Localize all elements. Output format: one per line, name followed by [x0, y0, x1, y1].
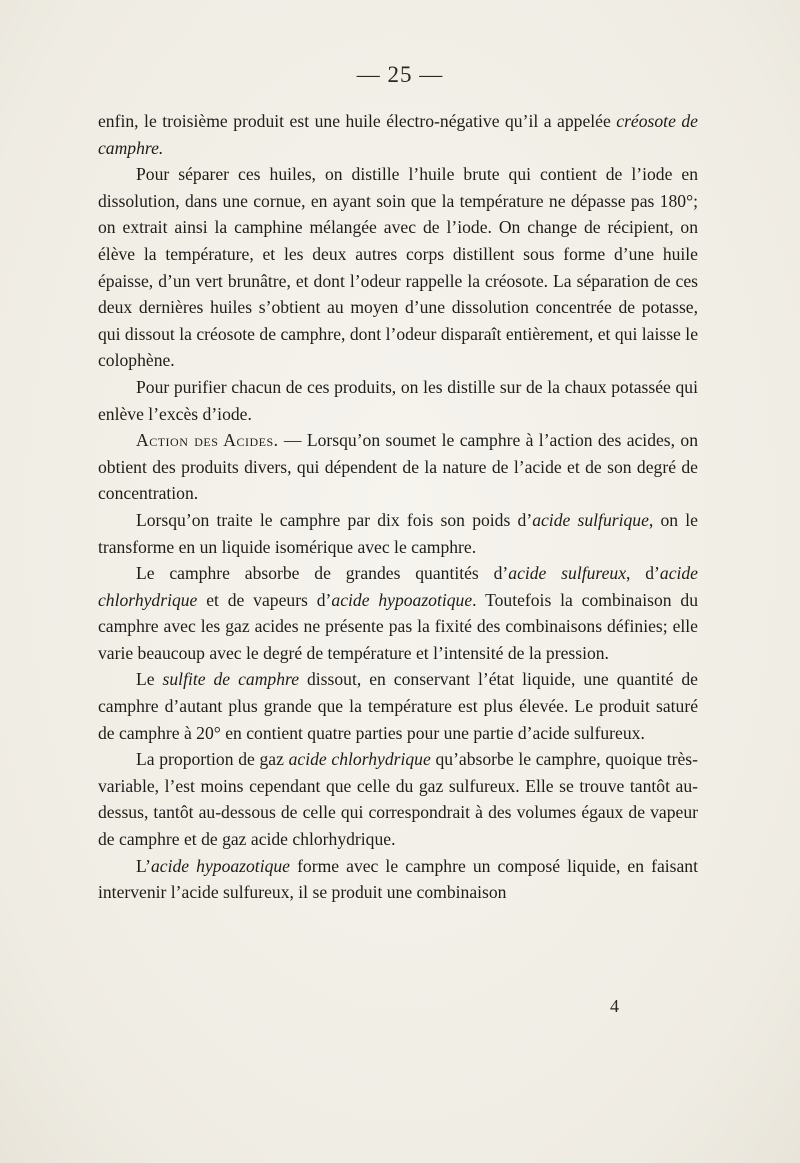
paragraph-5-text-b: , on le transforme en un liquide isomérique avec le camphre. [98, 509, 698, 557]
paragraph-8-text-b: qu’absorbe le camphre, quoique très-variable, l’est moins cependant que celle du gaz sulfureux. Elle se trouve tantôt au-dessus, tantôt au-dessous de celle qui correspondrait à des volumes égaux de vapeur de camphre et de gaz acide chlorhydrique. [98, 749, 699, 850]
body-text [98, 108, 698, 906]
paragraph-3 [98, 374, 698, 427]
page-number: — 25 — [356, 62, 444, 87]
paragraph-1-text: enfin, le troisième produit est une huile électro-négative qu’il a appelée [98, 111, 617, 131]
paragraph-7 [98, 666, 698, 746]
section-heading: Action des Acides. [136, 430, 279, 451]
paragraph-2-text: Pour séparer ces huiles, on distille l’huile brute qui contient de l’iode en dissolution, dans une cornue, en ayant soin que la température ne dépasse pas 180°; on extrait ainsi la camphine mélangée avec de l’iode. On change de récipient, on élève la température, et les deux autres corps distillent sous forme d’une huile épaisse, d’un vert brunâtre, et dont l’odeur rappelle la créosote. La séparation de ces deux dernières huiles s’obtient au moyen d’une dissolution concentrée de potasse, qui dissout la créosote de camphre, dont l’odeur disparaît entièrement, et qui laisse le colophène. [98, 164, 698, 371]
paragraph-6 [98, 560, 698, 666]
paragraph-8-text-a: La proportion de gaz [136, 749, 289, 770]
paragraph-6-text-d: . Toutefois la combinaison du camphre avec les gaz acides ne présente pas la fixité des combinaisons définies; elle varie beaucoup avec le degré de température et l’intensité de la pression. [98, 589, 698, 663]
paragraph-6-term-c: acide hypoazotique [331, 589, 473, 610]
paragraph-5-text-a: Lorsqu’on traite le camphre par dix fois son poids d’ [136, 509, 533, 530]
paragraph-4 [98, 427, 698, 507]
paragraph-9-text-a: L’ [136, 855, 151, 876]
paragraph-9 [98, 853, 698, 906]
paragraph-2 [98, 161, 698, 374]
paragraph-9-term: acide hypoazotique [151, 855, 290, 876]
paragraph-1-term: créosote de camphre. [98, 111, 698, 158]
paragraph-7-text-a: Le [136, 669, 163, 690]
paragraph-7-text-b: dissout, en conservant l’état liquide, une quantité de camphre d’autant plus grande que la température est plus élevée. Le produit saturé de camphre à 20° en contient quatre parties pour une partie d’acide sulfureux. [98, 669, 698, 743]
paragraph-5-term: acide sulfurique [532, 509, 649, 530]
paragraph-6-text-c: et de vapeurs d’ [197, 589, 332, 610]
paragraph-1 [98, 108, 698, 161]
paragraph-8-term: acide chlorhydrique [288, 749, 431, 770]
paragraph-5 [98, 507, 698, 560]
signature-mark: 4 [610, 996, 619, 1016]
paragraph-6-term-b: acide chlorhydrique [98, 563, 698, 610]
paragraph-3-text: Pour purifier chacun de ces produits, on les distille sur de la chaux potassée qui enlève l’excès d’iode. [98, 376, 698, 424]
paragraph-6-text-a: Le camphre absorbe de grandes quantités d’ [136, 563, 509, 584]
paragraph-8 [98, 746, 698, 852]
paragraph-6-text-b: , d’ [626, 563, 660, 584]
paragraph-7-term: sulfite de camphre [162, 669, 300, 690]
paragraph-9-text-b: forme avec le camphre un composé liquide, en faisant intervenir l’acide sulfureux, il se produit une combinaison [98, 855, 698, 903]
paragraph-6-term-a: acide sulfureux [508, 563, 627, 584]
paragraph-4-text: — Lorsqu’on soumet le camphre à l’action des acides, on obtient des produits divers, qui dépendent de la nature de l’acide et de son degré de concentration. [98, 430, 698, 504]
